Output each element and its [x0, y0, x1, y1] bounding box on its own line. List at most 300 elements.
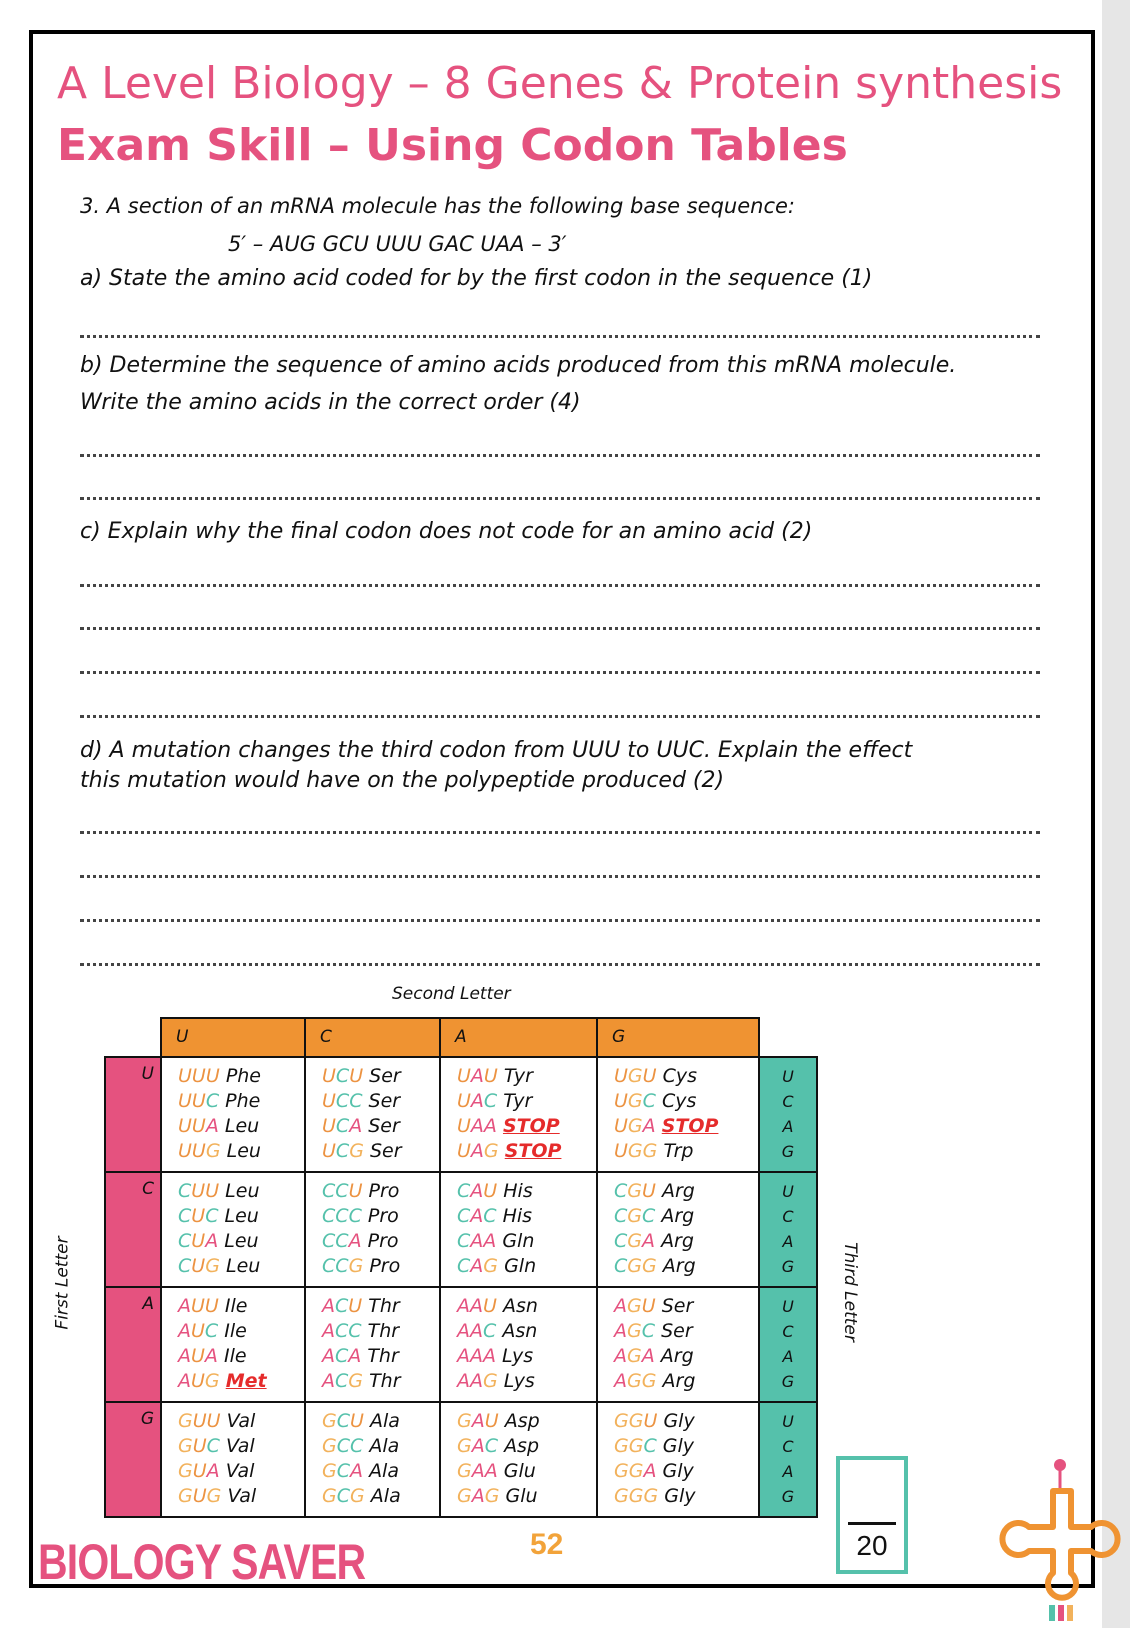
base-letter: A	[178, 1370, 191, 1392]
third-letter: C	[782, 1207, 794, 1226]
codon-entry	[322, 1344, 439, 1369]
base-letter: C	[642, 1205, 656, 1227]
base-letter: G	[350, 1485, 365, 1507]
codon-entry	[614, 1089, 758, 1114]
codon-bases	[178, 1485, 221, 1507]
base-letter: C	[614, 1180, 628, 1202]
third-letter: G	[781, 1142, 795, 1161]
codon-bases	[614, 1205, 655, 1227]
codon-entry	[457, 1434, 596, 1459]
codon-bases	[457, 1090, 497, 1112]
amino-acid: Arg	[662, 1255, 696, 1277]
base-letter: G	[627, 1295, 642, 1317]
amino-acid: Arg	[660, 1345, 694, 1367]
base-letter: U	[178, 1140, 192, 1162]
base-letter: G	[628, 1460, 644, 1482]
base-letter: U	[483, 1295, 497, 1317]
base-letter: A	[457, 1320, 470, 1342]
base-letter: C	[457, 1180, 471, 1202]
amino-acid: Glu	[505, 1485, 538, 1507]
codon-bases	[322, 1255, 363, 1277]
codon-entry	[614, 1319, 758, 1344]
codon-bases	[178, 1115, 219, 1137]
amino-acid: Val	[226, 1410, 256, 1432]
codon-cell	[439, 1401, 598, 1518]
base-letter: G	[178, 1410, 193, 1432]
base-letter: G	[614, 1460, 629, 1482]
amino-acid: Leu	[224, 1115, 260, 1137]
codon-entry	[178, 1139, 304, 1164]
base-letter: C	[322, 1255, 336, 1277]
base-letter: C	[336, 1460, 351, 1482]
codon-cell	[596, 1171, 760, 1288]
base-letter: G	[457, 1485, 472, 1507]
question-a: a) State the amino acid coded for by the first codon in the sequence (1)	[80, 266, 873, 291]
base-letter: C	[641, 1320, 656, 1342]
first-letter-cell	[104, 1401, 162, 1518]
base-letter: U	[192, 1485, 207, 1507]
base-letter: A	[614, 1370, 627, 1392]
base-letter: A	[471, 1485, 485, 1507]
base-letter: A	[642, 1115, 656, 1137]
codon-cell	[160, 1171, 306, 1288]
codon-bases	[614, 1065, 657, 1087]
base-letter: A	[470, 1230, 484, 1252]
first-letter: G	[140, 1409, 154, 1429]
amino-acid: Ala	[370, 1485, 401, 1507]
base-letter: A	[642, 1230, 656, 1252]
third-letter: U	[782, 1067, 794, 1086]
base-letter: U	[191, 1230, 206, 1252]
third-letter: C	[782, 1437, 794, 1456]
base-letter: C	[483, 1205, 497, 1227]
codon-bases	[614, 1485, 658, 1507]
base-letter: G	[204, 1370, 220, 1392]
second-letter-header	[439, 1017, 598, 1058]
amino-acid: Ser	[661, 1295, 694, 1317]
codon-entry	[178, 1114, 304, 1139]
codon-bases	[614, 1460, 656, 1482]
amino-acid: Gly	[664, 1485, 696, 1507]
codon-entry	[614, 1344, 758, 1369]
codon-bases	[178, 1065, 220, 1087]
third-letter-cell	[758, 1286, 818, 1403]
base-letter: A	[643, 1460, 657, 1482]
codon-bases	[178, 1435, 220, 1457]
base-letter: G	[614, 1485, 629, 1507]
base-letter: A	[470, 1115, 484, 1137]
brand-name: BIOLOGY SAVER	[38, 1534, 366, 1590]
second-letter-header	[596, 1017, 760, 1058]
codon-bases	[614, 1345, 655, 1367]
codon-entry	[457, 1204, 596, 1229]
codon-entry	[457, 1344, 596, 1369]
codon-entry	[178, 1064, 304, 1089]
base-letter: U	[457, 1090, 471, 1112]
base-letter: G	[322, 1460, 337, 1482]
answer-line-c3[interactable]	[80, 671, 1040, 674]
codon-entry	[614, 1409, 758, 1434]
base-letter: C	[348, 1205, 362, 1227]
base-letter: C	[178, 1180, 192, 1202]
codon-cell	[160, 1401, 306, 1518]
codon-bases	[322, 1320, 362, 1342]
base-letter: C	[178, 1205, 192, 1227]
codon-entry	[322, 1484, 439, 1509]
base-letter: G	[627, 1180, 643, 1202]
stop-codon-label: STOP	[502, 1115, 560, 1137]
base-letter: C	[205, 1205, 219, 1227]
base-letter: A	[322, 1295, 335, 1317]
base-letter: U	[483, 1065, 498, 1087]
codon-bases	[322, 1180, 362, 1202]
third-letter: G	[781, 1372, 795, 1391]
amino-acid: Trp	[663, 1140, 694, 1162]
base-letter: C	[204, 1320, 219, 1342]
codon-bases	[614, 1230, 655, 1252]
codon-entry	[322, 1139, 439, 1164]
base-letter: A	[457, 1370, 470, 1392]
base-letter: U	[457, 1140, 471, 1162]
codon-bases	[457, 1320, 496, 1342]
codon-cell	[304, 1401, 441, 1518]
base-letter: G	[457, 1435, 472, 1457]
base-letter: G	[628, 1485, 644, 1507]
amino-acid: Asn	[502, 1295, 538, 1317]
codon-entry	[178, 1484, 304, 1509]
base-letter: C	[335, 1345, 349, 1367]
base-letter: A	[457, 1295, 470, 1317]
amino-acid: Thr	[368, 1295, 400, 1317]
codon-entry	[178, 1179, 304, 1204]
base-letter: A	[614, 1345, 627, 1367]
base-letter: C	[614, 1205, 628, 1227]
amino-acid: Leu	[225, 1180, 260, 1202]
base-letter: A	[470, 1205, 484, 1227]
amino-acid: Ile	[224, 1295, 248, 1317]
base-letter: A	[206, 1460, 220, 1482]
codon-entry	[457, 1484, 596, 1509]
brand-logo	[38, 1533, 365, 1591]
base-letter: A	[471, 1410, 485, 1432]
base-letter: C	[614, 1230, 628, 1252]
codon-entry	[457, 1294, 596, 1319]
codon-entry	[614, 1064, 758, 1089]
page-number: 52	[530, 1528, 564, 1561]
base-letter: U	[322, 1065, 336, 1087]
base-letter: U	[191, 1115, 206, 1137]
base-letter: C	[335, 1140, 350, 1162]
codon-bases	[322, 1410, 364, 1432]
base-letter: C	[335, 1180, 349, 1202]
base-letter: A	[470, 1255, 484, 1277]
amino-acid: Asp	[504, 1410, 540, 1432]
codon-bases	[178, 1205, 218, 1227]
amino-acid: Pro	[368, 1180, 400, 1202]
score-box	[836, 1456, 908, 1574]
amino-acid: Thr	[367, 1320, 400, 1342]
codon-bases	[178, 1255, 220, 1277]
base-letter: C	[335, 1090, 350, 1112]
base-letter: U	[322, 1090, 336, 1112]
third-letter: A	[782, 1232, 794, 1251]
codon-entry	[322, 1204, 439, 1229]
base-letter: G	[627, 1205, 643, 1227]
base-letter: U	[191, 1090, 206, 1112]
amino-acid: Val	[225, 1435, 255, 1457]
base-letter: G	[642, 1255, 657, 1277]
base-letter: G	[178, 1435, 193, 1457]
amino-acid: Gln	[502, 1230, 535, 1252]
third-letter: C	[782, 1322, 794, 1341]
base-letter: U	[457, 1065, 471, 1087]
base-letter: C	[335, 1370, 349, 1392]
base-letter: C	[335, 1295, 349, 1317]
codon-bases	[322, 1115, 362, 1137]
base-letter: G	[627, 1115, 643, 1137]
codon-entry	[614, 1254, 758, 1279]
base-letter: C	[457, 1205, 471, 1227]
first-letter-cell	[104, 1171, 162, 1288]
codon-cell	[596, 1401, 760, 1518]
amino-acid: Ala	[369, 1435, 400, 1457]
base-letter: U	[322, 1140, 336, 1162]
base-letter: U	[483, 1180, 498, 1202]
codon-cell	[596, 1286, 760, 1403]
answer-line-c2[interactable]	[80, 627, 1040, 630]
codon-entry	[178, 1204, 304, 1229]
base-letter: A	[348, 1345, 362, 1367]
amino-acid: Thr	[367, 1345, 399, 1367]
second-letter-label: Second Letter	[392, 984, 511, 1004]
codon-bases	[322, 1460, 363, 1482]
base-letter: A	[322, 1345, 335, 1367]
codon-bases	[178, 1180, 219, 1202]
answer-line-d1[interactable]	[80, 831, 1040, 834]
codon-cell	[304, 1056, 441, 1173]
base-letter: U	[204, 1295, 219, 1317]
base-letter: A	[322, 1320, 335, 1342]
codon-entry	[457, 1409, 596, 1434]
base-letter: U	[614, 1090, 628, 1112]
base-letter: U	[191, 1295, 205, 1317]
base-letter: C	[335, 1320, 349, 1342]
base-letter: G	[483, 1370, 498, 1392]
codon-entry	[614, 1229, 758, 1254]
base-letter: C	[642, 1090, 656, 1112]
question-d-line2: this mutation would have on the polypeptide produced (2)	[80, 768, 725, 793]
base-letter: U	[614, 1065, 628, 1087]
answer-line-c4[interactable]	[80, 715, 1040, 718]
base-letter: A	[470, 1180, 484, 1202]
base-letter: C	[483, 1320, 497, 1342]
amino-acid: Asn	[502, 1320, 538, 1342]
base-letter: C	[205, 1090, 220, 1112]
codon-entry	[614, 1459, 758, 1484]
base-letter: C	[457, 1255, 471, 1277]
amino-acid: Leu	[225, 1255, 261, 1277]
base-letter: G	[627, 1230, 643, 1252]
codon-entry	[322, 1114, 439, 1139]
codon-bases	[457, 1435, 498, 1457]
third-letter-label: Third Letter	[839, 1242, 860, 1342]
amino-acid: Val	[227, 1485, 257, 1507]
second-letter: G	[612, 1027, 626, 1047]
amino-acid: Pro	[367, 1205, 399, 1227]
base-letter: A	[178, 1295, 191, 1317]
base-letter: G	[348, 1370, 364, 1392]
base-letter: U	[350, 1410, 364, 1432]
base-letter: G	[178, 1460, 193, 1482]
codon-bases	[614, 1180, 656, 1202]
second-letter: U	[176, 1027, 189, 1047]
codon-entry	[178, 1294, 304, 1319]
base-letter: U	[191, 1140, 206, 1162]
base-letter: C	[335, 1115, 350, 1137]
codon-cell	[439, 1056, 598, 1173]
first-letter-cell	[104, 1286, 162, 1403]
second-letter-header	[304, 1017, 441, 1058]
base-letter: U	[192, 1410, 207, 1432]
codon-bases	[322, 1205, 362, 1227]
codon-bases	[457, 1410, 499, 1432]
codon-entry	[614, 1434, 758, 1459]
answer-line-d2[interactable]	[80, 875, 1040, 878]
answer-line-b1[interactable]	[80, 454, 1040, 457]
codon-bases	[457, 1295, 497, 1317]
base-letter: C	[336, 1485, 351, 1507]
base-letter: A	[471, 1435, 485, 1457]
codon-entry	[457, 1319, 596, 1344]
base-letter: A	[470, 1320, 483, 1342]
base-letter: G	[322, 1485, 337, 1507]
base-letter: A	[471, 1460, 485, 1482]
base-letter: G	[627, 1065, 643, 1087]
third-letter: U	[782, 1182, 794, 1201]
base-letter: U	[192, 1435, 207, 1457]
codon-cell	[439, 1171, 598, 1288]
base-letter: C	[178, 1255, 192, 1277]
codon-bases	[322, 1370, 363, 1392]
base-letter: G	[205, 1255, 220, 1277]
codon-entry	[457, 1089, 596, 1114]
codon-entry	[614, 1179, 758, 1204]
answer-line-b2[interactable]	[80, 497, 1040, 500]
base-letter: C	[335, 1255, 349, 1277]
codon-bases	[322, 1345, 361, 1367]
amino-acid: Arg	[661, 1205, 695, 1227]
base-letter: U	[191, 1180, 206, 1202]
base-letter: C	[483, 1090, 498, 1112]
amino-acid: Arg	[661, 1230, 694, 1252]
codon-cell	[439, 1286, 598, 1403]
codon-entry	[322, 1409, 439, 1434]
amino-acid: Ser	[661, 1320, 693, 1342]
amino-acid: Asp	[504, 1435, 540, 1457]
base-letter: A	[470, 1370, 483, 1392]
amino-acid: Gly	[662, 1435, 695, 1457]
base-letter: G	[178, 1485, 193, 1507]
codon-entry	[457, 1064, 596, 1089]
base-letter: U	[348, 1295, 363, 1317]
base-letter: G	[322, 1435, 337, 1457]
base-letter: C	[322, 1205, 336, 1227]
base-letter: C	[457, 1230, 471, 1252]
base-letter: U	[191, 1370, 205, 1392]
base-letter: U	[191, 1320, 205, 1342]
codon-bases	[178, 1320, 218, 1342]
codon-entry	[457, 1229, 596, 1254]
amino-acid: Ser	[369, 1065, 401, 1087]
trna-icon	[985, 1455, 1125, 1628]
base-letter: U	[641, 1295, 656, 1317]
codon-bases	[178, 1370, 220, 1392]
base-letter: C	[336, 1410, 351, 1432]
codon-entry	[322, 1254, 439, 1279]
amino-acid: Tyr	[503, 1065, 533, 1087]
base-letter: U	[178, 1090, 192, 1112]
base-letter: A	[483, 1345, 496, 1367]
codon-bases	[322, 1485, 365, 1507]
base-letter: A	[470, 1090, 484, 1112]
codon-entry	[178, 1409, 304, 1434]
answer-line-d4[interactable]	[80, 963, 1040, 966]
base-letter: G	[322, 1410, 337, 1432]
codon-bases	[178, 1140, 221, 1162]
codon-cell	[304, 1171, 441, 1288]
codon-bases	[322, 1065, 363, 1087]
first-letter: A	[142, 1294, 154, 1314]
third-letter: A	[782, 1462, 794, 1481]
codon-entry	[178, 1254, 304, 1279]
codon-entry	[322, 1179, 439, 1204]
codon-bases	[457, 1460, 498, 1482]
codon-entry	[614, 1204, 758, 1229]
amino-acid: Gln	[504, 1255, 537, 1277]
stop-codon-label: STOP	[661, 1115, 719, 1137]
base-letter: A	[484, 1460, 498, 1482]
answer-line-c1[interactable]	[80, 584, 1040, 587]
codon-entry	[614, 1294, 758, 1319]
codon-bases	[614, 1320, 655, 1342]
amino-acid: Ala	[369, 1410, 400, 1432]
amino-acid: Val	[225, 1460, 255, 1482]
base-letter: G	[642, 1140, 658, 1162]
base-letter: U	[178, 1115, 192, 1137]
question-b-line2: Write the amino acids in the correct order (4)	[80, 390, 581, 415]
base-letter: A	[349, 1115, 363, 1137]
amino-acid: Thr	[369, 1370, 401, 1392]
amino-acid: Tyr	[503, 1090, 533, 1112]
third-letter: A	[782, 1117, 794, 1136]
base-letter: G	[206, 1485, 222, 1507]
amino-acid: Gly	[663, 1410, 695, 1432]
codon-bases	[178, 1295, 219, 1317]
codon-bases	[614, 1435, 657, 1457]
answer-line-a1[interactable]	[80, 335, 1040, 338]
question-intro: 3. A section of an mRNA molecule has the following base sequence:	[80, 194, 795, 218]
answer-line-d3[interactable]	[80, 919, 1040, 922]
base-letter: A	[614, 1320, 627, 1342]
codon-bases	[457, 1230, 496, 1252]
base-letter: C	[335, 1065, 350, 1087]
base-letter: C	[336, 1435, 351, 1457]
base-letter: U	[192, 1460, 207, 1482]
third-letter-cell	[758, 1056, 818, 1173]
codon-bases	[457, 1255, 498, 1277]
third-letter: G	[781, 1487, 795, 1506]
codon-entry	[457, 1139, 596, 1164]
